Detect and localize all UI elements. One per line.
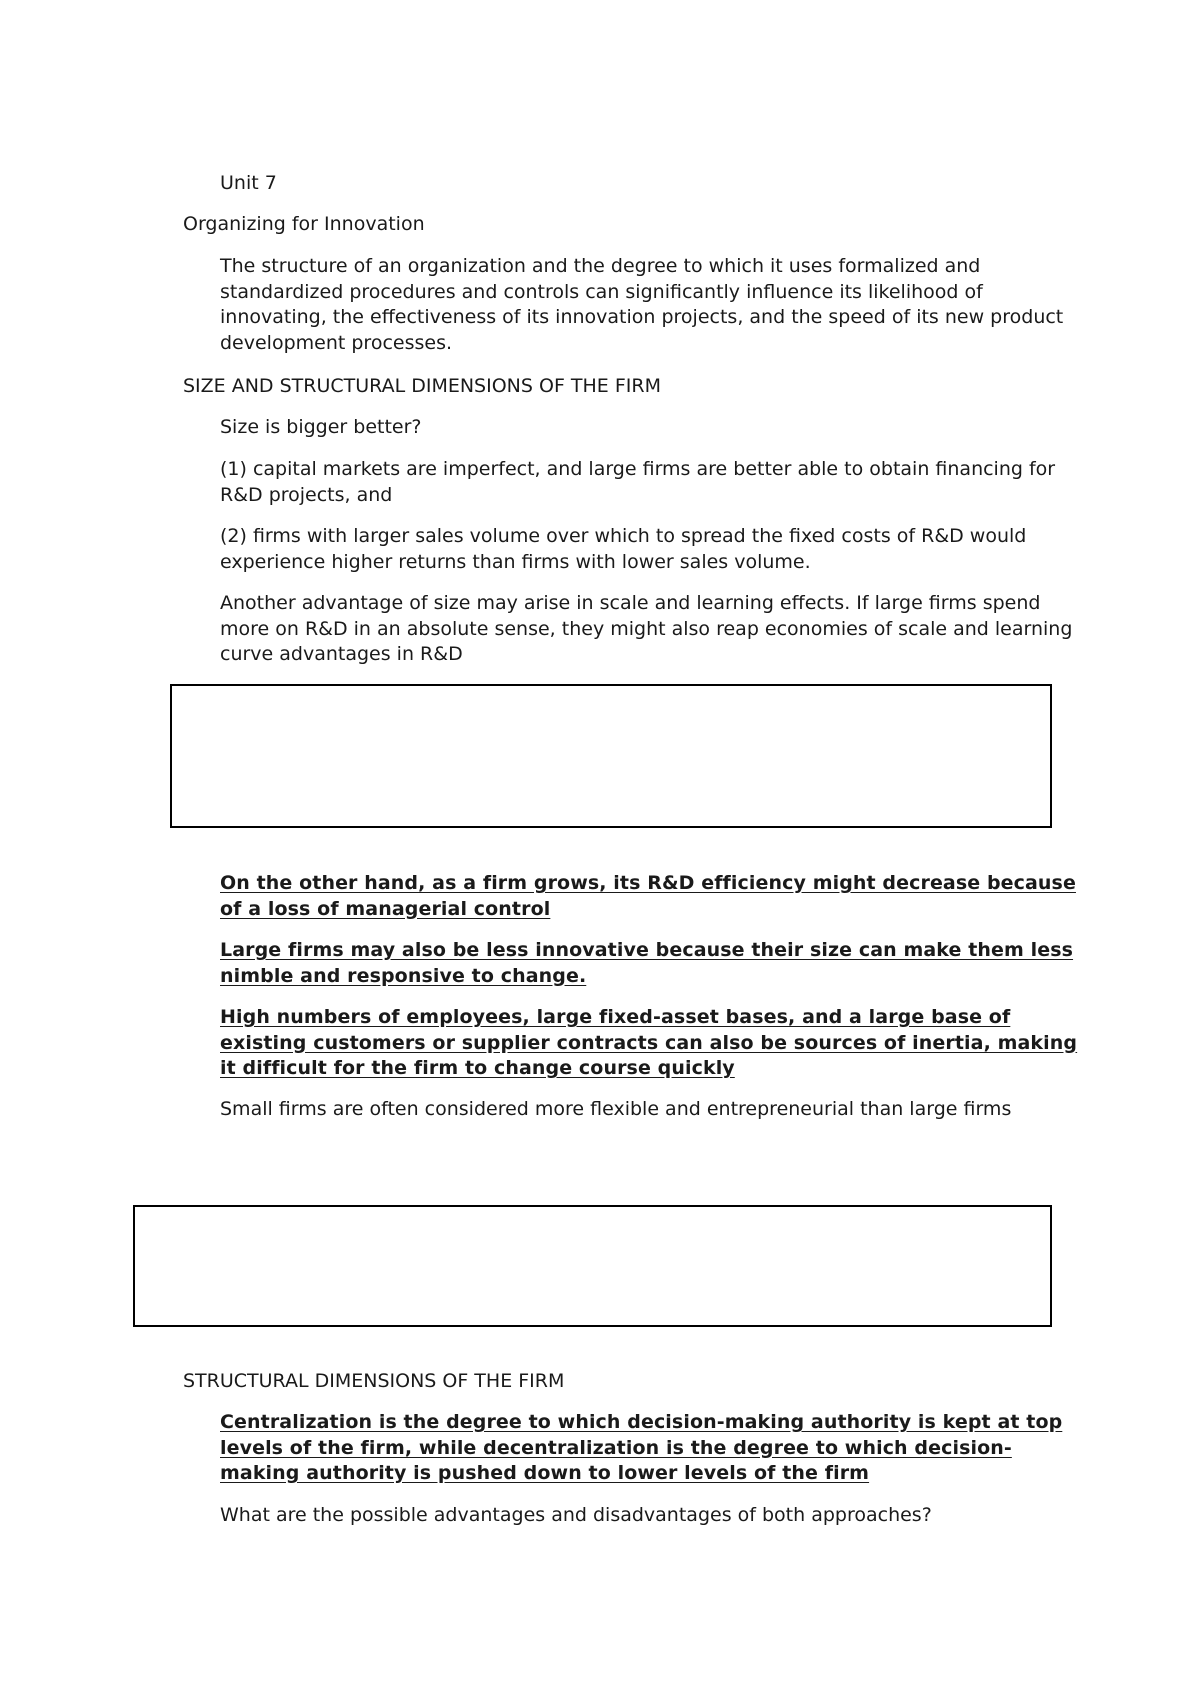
emphasized-item: Large firms may also be less innovative because their size can make them less nimble and responsive to change. (220, 939, 1074, 987)
empty-figure-box (133, 1205, 1052, 1327)
empty-figure-box (170, 684, 1052, 828)
section-heading-size: SIZE AND STRUCTURAL DIMENSIONS OF THE FIRM (183, 375, 661, 397)
list-item: Size is bigger better? (220, 416, 422, 438)
intro-paragraph: The structure of an organization and the degree to which it uses formalized and standardized procedures and controls can significantly influence its likelihood of innovating, the effectiveness of its innovation projects, and the speed of its new product development processes. (220, 255, 1064, 354)
emphasized-item: Centralization is the degree to which decision-making authority is kept at top levels of the firm, while decentralization is the degree to which decision-making authority is pushed down to lower levels of the firm (220, 1411, 1063, 1484)
subtitle: Organizing for Innovation (183, 213, 425, 235)
emphasized-item: On the other hand, as a firm grows, its R&D efficiency might decrease because of a loss of managerial control (220, 872, 1076, 920)
emphasized-item: High numbers of employees, large fixed-asset bases, and a large base of existing customers or supplier contracts can also be sources of inertia, making it difficult for the firm to change course quickly (220, 1006, 1078, 1079)
section-heading-structure: STRUCTURAL DIMENSIONS OF THE FIRM (183, 1370, 565, 1392)
list-item: Small firms are often considered more flexible and entrepreneurial than large firms (220, 1098, 1012, 1120)
list-item: Another advantage of size may arise in scale and learning effects. If large firms spend more on R&D in an absolute sense, they might also reap economies of scale and learning curve advantages in R&D (220, 592, 1073, 665)
list-item: (2) firms with larger sales volume over which to spread the fixed costs of R&D would experience higher returns than firms with lower sales volume. (220, 525, 1027, 573)
list-item: (1) capital markets are imperfect, and large firms are better able to obtain financing for R&D projects, and (220, 458, 1056, 506)
unit-title: Unit 7 (220, 172, 277, 194)
list-item: What are the possible advantages and disadvantages of both approaches? (220, 1504, 932, 1526)
